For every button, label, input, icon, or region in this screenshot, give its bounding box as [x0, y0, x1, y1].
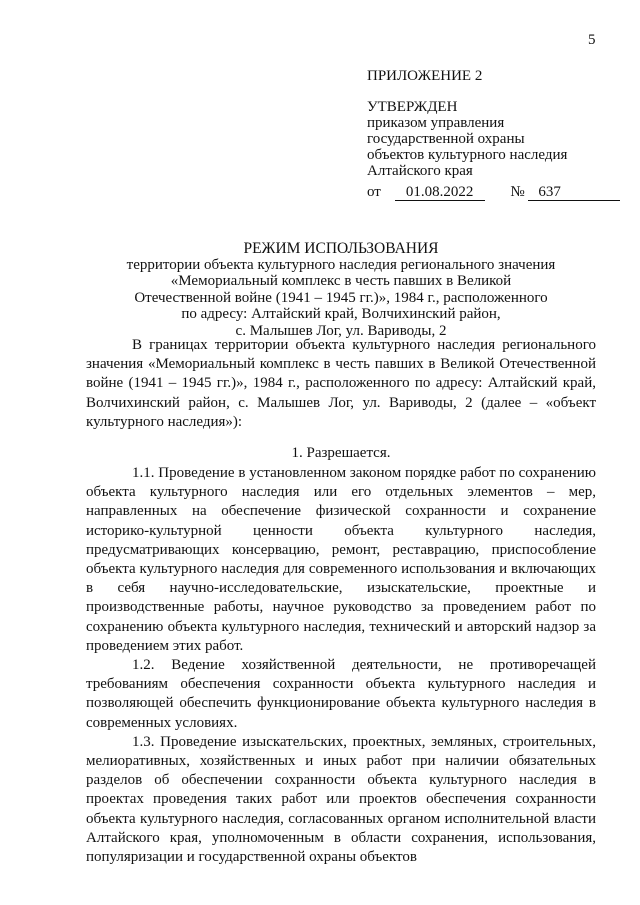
order-number: 637: [528, 184, 620, 201]
number-sign: №: [510, 184, 525, 200]
title-subline: Отечественной войне (1941 – 1945 гг.)», 1984 г., расположенного: [134, 289, 548, 306]
order-date: 01.08.2022: [395, 184, 485, 201]
order-reference: [367, 183, 617, 201]
title-subline: территории объекта культурного наследия регионального значения: [126, 257, 556, 273]
title-subline: с. Малышев Лог, ул. Вариводы, 2: [235, 322, 447, 339]
item-1-3: 1.3. Проведение изыскательских, проектных, земляных, строительных, мелиоративных, хозяйственных и иных работ при наличии обязательных разделов об обеспечении сохранности объекта культурного наследия в проектах проведения таких работ или проектов обеспечения сохранности объекта культурного наследия, согласованных органом исполнительной власти Алтайского края, уполномоченным в области сохранения, использования, популяризации и государственной охраны объектов: [86, 733, 596, 866]
item-1-2: 1.2. Ведение хозяйственной деятельности, не противоречащей требованиям обеспечения сохранности объекта культурного наследия и позволяющей обеспечить функционирование объекта культурного наследия в современных условиях.: [86, 657, 596, 731]
approval-line: приказом управления: [367, 115, 505, 131]
title-subline: по адресу: Алтайский край, Волчихинский район,: [181, 306, 501, 323]
document-body: [86, 336, 596, 867]
appendix-title: ПРИЛОЖЕНИЕ 2: [367, 68, 483, 84]
approval-line: объектов культурного наследия: [367, 147, 568, 163]
approval-line: государственной охраны: [367, 131, 525, 147]
page-number: 5: [588, 32, 596, 48]
document-title: [86, 240, 596, 339]
title-subline: «Мемориальный комплекс в честь павших в Великой: [170, 273, 512, 290]
from-label: от: [367, 184, 381, 200]
approval-block: [367, 68, 617, 201]
approved-label: УТВЕРЖДЕН: [367, 99, 458, 115]
intro-paragraph: В границах территории объекта культурного наследия регионального значения «Мемориальный комплекс в честь павших в Великой Отечественной войне (1941 – 1945 гг.)», 1984 г., расположенного по адресу: Алтайский край, Волчихинский район, с. Малышев Лог, ул. Вариводы, 2 (далее – «объект культурного наследия»):: [86, 337, 596, 430]
approval-line: Алтайского края: [367, 163, 473, 179]
section-heading: 1. Разрешается.: [291, 445, 391, 462]
title-heading: РЕЖИМ ИСПОЛЬЗОВАНИЯ: [243, 240, 439, 257]
item-1-1: 1.1. Проведение в установленном законом порядке работ по сохранению объекта культурного наследия или его отдельных элементов – мер, направленных на обеспечение физической сохранности и сохранение историко-культурной ценности объекта культурного наследия, предусматривающих консервацию, ремонт, реставрацию, приспособление объекта культурного наследия для современного использования и включающих в себя научно-исследовательские, изыскательские, проектные и производственные работы, научное руководство за проведением работ по сохранению объекта культурного наследия, технический и авторский надзор за проведением этих работ.: [86, 465, 596, 654]
